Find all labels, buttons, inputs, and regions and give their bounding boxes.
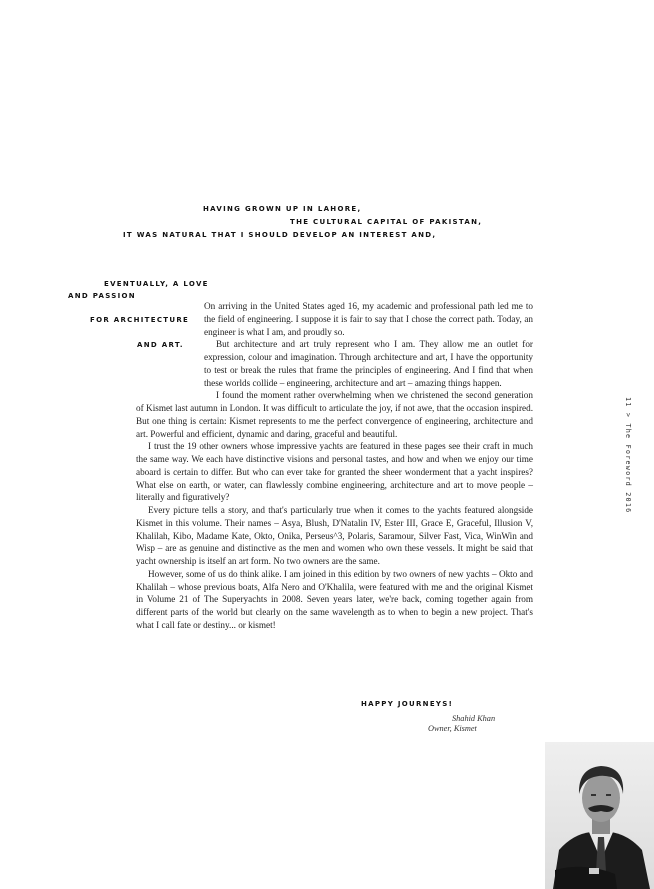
page-number-label: 11 > The Foreword 2016 xyxy=(624,397,632,514)
heading-line-3: IT WAS NATURAL THAT I SHOULD DEVELOP AN INTEREST AND, xyxy=(123,231,437,239)
paragraph-2: But architecture and art truly represent who I am. They allow me an outlet for expression, colour and imagination. Through architecture and art, I have the opportunity to test or break the rules that frame the principles of engineering. And I find that when these worlds collide – engineering, architecture and art – amazing things happen. xyxy=(204,339,533,388)
signature-name: Shahid Khan xyxy=(452,714,496,723)
signature-title: Owner, Kismet xyxy=(428,724,477,733)
owner-portrait xyxy=(545,742,654,889)
sidequote-line-3: FOR ARCHITECTURE xyxy=(90,316,190,324)
sidequote-line-2: AND PASSION xyxy=(68,292,136,300)
foreword-body xyxy=(136,300,533,632)
paragraph-1: On arriving in the United States aged 16, my academic and professional path led me to the field of engineering. I suppose it is fair to say that I chose the correct path. Today, an engineer is what I am, and proudly so. xyxy=(204,301,533,337)
paragraph-3: I found the moment rather overwhelming when we christened the second generation of Kismet last autumn in London. It was difficult to articulate the joy, if not awe, that the occasion inspired. But one thing is certain: Kismet represents to me the perfect convergence of engineering, architecture and art. Powerful and efficient, dynamic and daring, graceful and beautiful. xyxy=(136,390,533,439)
paragraph-5: Every picture tells a story, and that's particularly true when it comes to the yachts featured alongside Kismet in this volume. Their names – Asya, Blush, D'Natalin IV, Ester III, Grace E, Graceful, Illusion V, Khalilah, Kibo, Madame Kate, Okto, Onika, Perseus^3, Polaris, Saramour, Silver Fast, Vica, WinWin and Wisp – are as genuine and distinctive as the men and women who own these vessels. It might be said that yacht ownership is itself an art form. No two owners are the same. xyxy=(136,505,533,566)
sidequote-line-4: AND ART. xyxy=(137,341,184,349)
closing-line: HAPPY JOURNEYS! xyxy=(361,700,454,708)
sidequote-line-1: EVENTUALLY, A LOVE xyxy=(104,280,209,288)
indent-spacer xyxy=(136,300,204,402)
heading-line-2: THE CULTURAL CAPITAL OF PAKISTAN, xyxy=(290,218,483,226)
heading-line-1: HAVING GROWN UP IN LAHORE, xyxy=(203,205,362,213)
paragraph-6: However, some of us do think alike. I am joined in this edition by two owners of new yachts – Okto and Khalilah – whose previous boats, Alfa Nero and O'Khalila, were featured with me and the original Kismet in Volume 21 of The Superyachts in 2008. Seven years later, we're back, coming together again from different parts of the world but clearly on the same wavelength as to when to begin a new project. That's what I call fate or destiny... or kismet! xyxy=(136,568,533,630)
portrait-illustration xyxy=(545,742,654,889)
paragraph-4: I trust the 19 other owners whose impressive yachts are featured in these pages see their craft in much the same way. We each have distinctive visions and personal tastes, and how and when we enjoy our time aboard is certain to differ. But who can ever take for granted the sheer wonderment that a yacht inspires? What else on earth, or water, can flawlessly combine engineering, architecture and art to move people – literally and figuratively? xyxy=(136,441,533,503)
